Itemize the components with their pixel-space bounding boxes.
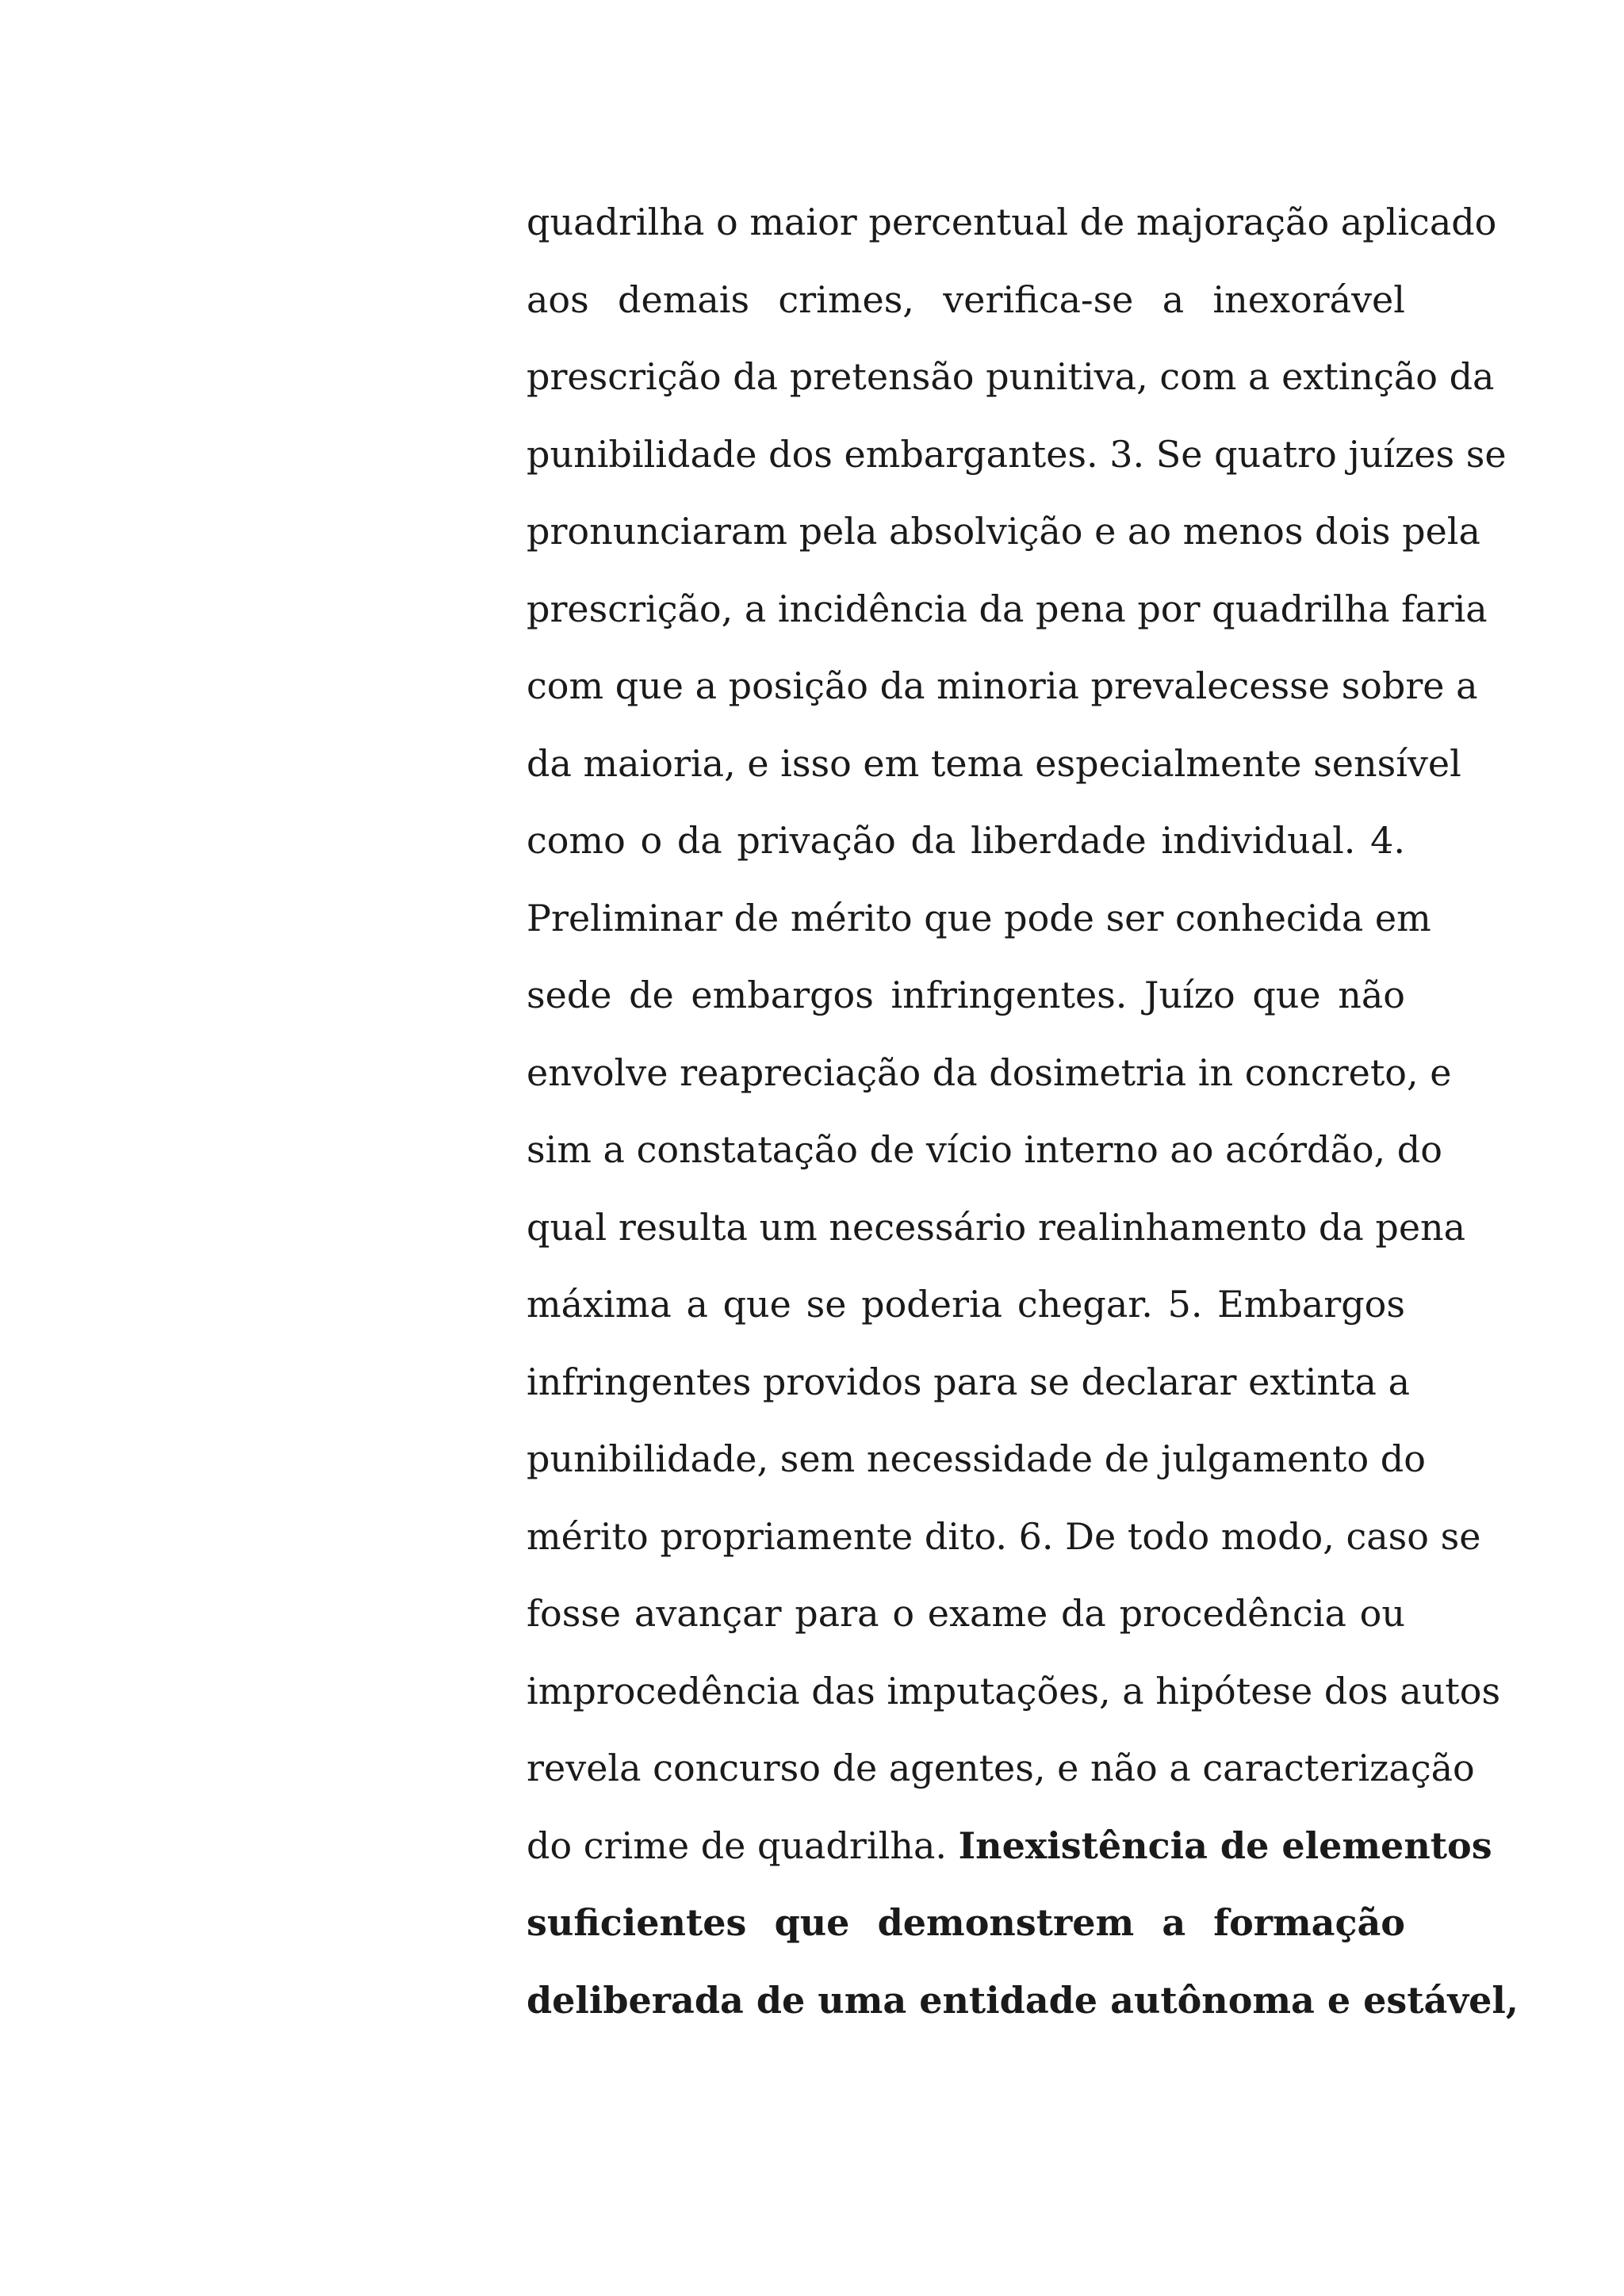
bold-text-segment: suficientes que demonstrem a formação [527, 1901, 1405, 1944]
bold-text-segment: Inexistência de elementos [958, 1823, 1492, 1867]
text-segment: como o da privação da liberdade individual. 4. [527, 819, 1405, 862]
text-line [527, 1421, 1426, 1498]
text-line [527, 880, 1431, 958]
text-line [527, 1112, 1442, 1189]
text-line [527, 1885, 1405, 1962]
text-segment: pronunciaram pela absolvição e ao menos dois pela [527, 510, 1480, 553]
text-segment: com que a posição da minoria prevalecesse sobre a [527, 664, 1478, 707]
text-segment: sede de embargos infringentes. Juízo que não [527, 974, 1405, 1016]
text-line [527, 648, 1478, 725]
bold-text-segment: deliberada de uma entidade autônoma e estável, [527, 1978, 1519, 2022]
text-segment: improcedência das imputações, a hipótese dos autos [527, 1669, 1501, 1712]
text-segment: revela concurso de agentes, e não a caracterização [527, 1747, 1475, 1789]
text-segment: punibilidade dos embargantes. 3. Se quatro juízes se [527, 432, 1507, 476]
text-line [527, 1653, 1501, 1731]
text-line [527, 1498, 1481, 1576]
text-line [527, 957, 1405, 1035]
text-segment: fosse avançar para o exame da procedência ou [527, 1592, 1405, 1635]
text-line [527, 1575, 1405, 1653]
body-text [527, 184, 1519, 2039]
text-segment: do crime de quadrilha. [527, 1823, 959, 1867]
text-line [527, 802, 1405, 880]
text-segment: punibilidade, sem necessidade de julgamento do [527, 1437, 1426, 1480]
text-segment: Preliminar de mérito que pode ser conhecida em [527, 896, 1431, 939]
text-line [527, 1266, 1405, 1344]
text-line [527, 725, 1461, 803]
text-line [527, 1962, 1519, 2040]
text-line [527, 1730, 1475, 1808]
text-segment: prescrição da pretensão punitiva, com a extinção da [527, 355, 1495, 398]
text-line [527, 1189, 1466, 1267]
text-segment: da maioria, e isso em tema especialmente sensível [527, 741, 1461, 785]
text-line [527, 1808, 1492, 1885]
text-line [527, 571, 1488, 649]
text-segment: quadrilha o maior percentual de majoração aplicado [527, 201, 1497, 243]
text-line [527, 339, 1495, 416]
text-line [527, 416, 1507, 494]
text-line [527, 184, 1497, 262]
text-line [527, 493, 1480, 571]
text-segment: sim a constatação de vício interno ao acórdão, do [527, 1128, 1442, 1171]
text-segment: infringentes providos para se declarar extinta a [527, 1360, 1411, 1403]
text-segment: máxima a que se poderia chegar. 5. Embargos [527, 1283, 1405, 1326]
text-line [527, 1035, 1452, 1112]
text-segment: prescrição, a incidência da pena por quadrilha faria [527, 587, 1488, 630]
text-line [527, 1344, 1411, 1422]
text-segment: aos demais crimes, verifica-se a inexorável [527, 277, 1405, 321]
text-line [527, 262, 1405, 339]
text-segment: qual resulta um necessário realinhamento da pena [527, 1205, 1466, 1249]
text-segment: mérito propriamente dito. 6. De todo modo, caso se [527, 1514, 1481, 1558]
text-segment: envolve reapreciação da dosimetria in concreto, e [527, 1050, 1452, 1094]
